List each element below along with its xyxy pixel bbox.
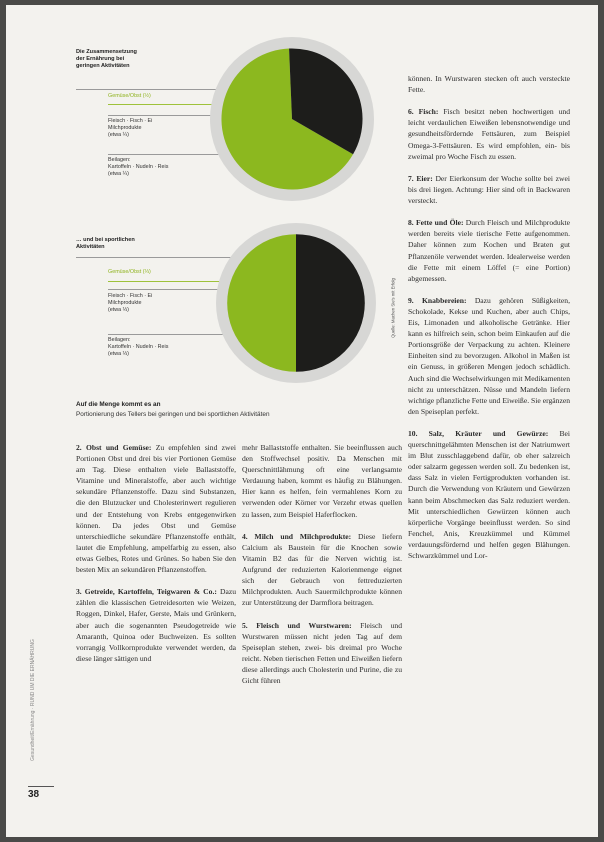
- paragraph: [242, 531, 402, 609]
- paragraph-text: Fisch besitzt neben hochwertigen und leicht verdaulichen Eiweißen lebensnotwendige und gesundheitsfördernde Fettsäuren, zum Beispiel Omega-3-Fettsäuren. Es wird empfohlen, ein- bis zweimal pro Woche Fisch zu essen.: [408, 107, 570, 161]
- paragraph-text: Der Eierkonsum der Woche sollte bei zwei bis drei liegen. Achtung: Hier sind oft in Backwaren versteckt.: [408, 173, 570, 206]
- page-number: 38: [28, 789, 40, 800]
- magazine-page: [6, 5, 598, 837]
- paragraph: [408, 295, 570, 417]
- paragraph-heading: 8. Fette und Öle:: [408, 218, 466, 228]
- paragraph-heading: 6. Fisch:: [408, 107, 444, 117]
- paragraph-text: mehr Ballaststoffe enthalten. Sie beeinflussen auch den Stoffwechsel positiv. Da Menschen mit Querschnittlähmung oft eine verlangsamte Verdauung haben, kommt es häufig zu Blähungen. Hier kann es helfen, fein vermahlenes Korn zu verwenden oder Körner vor Verzehr etwas quellen zu lassen, zum Beispiel Haferflocken.: [242, 443, 402, 519]
- paragraph-heading: 7. Eier:: [408, 173, 436, 183]
- chart2-pie: [216, 223, 376, 383]
- paragraph-text: Dazu zählen die klassischen Getreidesorten wie Weizen, Roggen, Dinkel, Hafer, Gerste, Mais und Grünkern, aber auch die sogenannten Pseudogetreide wie Amaranth, Quinoa oder Buchweizen. Es sollten vorrangig Vollkornprodukte verwendet werden, da diese länger sättigen und: [76, 587, 236, 663]
- paragraph-heading: 10. Salz, Kräuter und Gewürze:: [408, 429, 560, 438]
- paragraph-text: Durch Fleisch und Milchprodukte werden bereits viele tierische Fette aufgenommen. Daher können zum Kochen und Braten gut Pflanzenöle verwendet werden. Idealerweise werden die Fette mit einem Löffel (= eine Portion) abgemessen.: [408, 218, 571, 283]
- paragraph-text: Zu empfehlen sind zwei Portionen Obst und drei bis vier Portionen Gemüse am Tag. Diese enthalten viele Ballaststoffe, Vitamine und Mineralstoffe, aber auch wichtige sekundäre Pflanzenstoffe. Dazu sind Substanzen, die den Blutzucker und Cholesterinwert regulieren und der Entstehung von Krebs entgegenwirken können. Da jedes Obst und Gemüse unterschiedliche sekundäre Pflanzenstoffe enthält, lautet die Empfehlung, ampelfarbig zu essen, also etwas Gelbes, Rotes und Grünes. So haben Sie den besten Mix an sekundären Pflanzenstoffen.: [76, 443, 236, 575]
- paragraph: [242, 442, 402, 520]
- image-source: Quelle: Machen Sie's mit Erfolg: [390, 278, 396, 338]
- paragraph-text: Dazu gehören Süßigkeiten, Schokolade, Kekse und Kuchen, aber auch Chips, Eis, Limonaden und alkoholische Getränke. Hier kann es hilfreich sein, schon beim Einkaufen auf die Portionsgröße der Verpackung zu achten. Kleinere Einheiten sind zu bevorzugen. Alkohol in Maßen ist ein Genuss, in größeren Mengen jedoch schädlich. Auch sind die Wechselwirkungen mit Medikamenten nicht zu unterschätzen. Nüsse und Mandeln liefern wichtige pflanzliche Fette und Eiweiße. Sie ergänzen den Speiseplan perfekt.: [408, 295, 570, 416]
- caption-subtitle: Portionierung des Tellers bei geringen und bei sportlichen Aktivitäten: [76, 411, 270, 418]
- chart2-group-1: Gemüse/Obst (⅓): [108, 269, 151, 275]
- paragraph-text: können. In Wurstwaren stecken oft auch versteckte Fette.: [408, 74, 570, 95]
- running-side-text: Gesundheit/Ernährung · RUND UM DIE ERNÄHRUNG: [30, 639, 36, 761]
- chart1-heading: Die Zusammensetzung der Ernährung bei geringen Aktivitäten: [76, 49, 137, 69]
- chart2-heading: … und bei sportlichen Aktivitäten: [76, 237, 135, 250]
- chart2-heading-rule: [76, 257, 234, 258]
- paragraph-heading: 9. Knabbereien:: [408, 295, 475, 305]
- paragraph: [242, 620, 402, 687]
- paragraph-text: Diese liefern Calcium als Baustein für die Knochen sowie Vitamin B2 das für die Nerven wichtig ist. Aufgrund der reduzierten Kalorienmenge eignet sich der Gebrauch von fettreduzierten Milchprodukten. Auch Sauermilchprodukte können zur Unterstützung der Darmflora beitragen.: [242, 531, 402, 608]
- chart2-group-3: Beilagen: Kartoffeln · Nudeln · Reis (etwa ⅓): [108, 337, 169, 357]
- paragraph: [76, 442, 236, 575]
- chart2-group-2: Fleisch · Fisch · Ei Milchprodukte (etwa ⅓): [108, 293, 153, 313]
- paragraph: [76, 586, 236, 664]
- page-number-rule: [28, 786, 54, 787]
- paragraph: [408, 106, 570, 161]
- paragraph: [408, 217, 570, 284]
- chart1-group-3: Beilagen: Kartoffeln · Nudeln · Reis (etwa ¼): [108, 157, 169, 177]
- text-column-3: [408, 73, 570, 572]
- paragraph-text: Bei querschnittgelähmten Menschen ist der Natriumwert im Blut zusschlaggebend dafür, ob eher salzreich oder salzarm gegessen werden soll. Zu bedenken ist, dass Salz in vielen Fertigprodukten vorhanden ist. Durch die Verwendung von Kräutern und Gewürzen kann beim Abschmecken das Salz reduziert werden. Mit unterschiedlichen Gewürzen können auch körperliche Vorgänge beeinflusst werden. So sind Fenchel, Anis, Kreuzkümmel und Kümmel verdauungsfördernd und helfen gegen Blähungen. Schwarzkümmel und Lor-: [408, 429, 570, 561]
- caption-title: Auf die Menge kommt es an: [76, 401, 161, 408]
- chart1-group-1: Gemüse/Obst (½): [108, 93, 151, 99]
- paragraph-heading: 3. Getreide, Kartoffeln, Teigwaren & Co.:: [76, 587, 220, 597]
- paragraph-heading: 5. Fleisch und Wurstwaren:: [242, 620, 361, 630]
- paragraph: [408, 173, 570, 206]
- text-column-1: [76, 442, 236, 675]
- paragraph-heading: 2. Obst und Gemüse:: [76, 443, 156, 452]
- pie-slice-1: [227, 234, 296, 372]
- text-column-2: [242, 442, 402, 697]
- paragraph-text: Fleisch und Wurstwaren müssen nicht jeden Tag auf dem Speiseplan stehen, zwei- bis dreimal pro Woche reicht. Neben tierischen Fetten und Eiweißen liefern diese allerdings auch Cholesterin und Purine, die zu Gicht führen: [242, 620, 402, 685]
- paragraph: [408, 73, 570, 95]
- chart1-group-2: Fleisch · Fisch · Ei Milchprodukte (etwa ¼): [108, 118, 153, 138]
- chart2-plate: [216, 223, 376, 383]
- chart1-plate: [210, 37, 374, 201]
- chart1-pie: [210, 37, 374, 201]
- paragraph-heading: 4. Milch und Milchprodukte:: [242, 531, 359, 541]
- pie-slice-2: [296, 234, 365, 372]
- paragraph: [408, 428, 570, 561]
